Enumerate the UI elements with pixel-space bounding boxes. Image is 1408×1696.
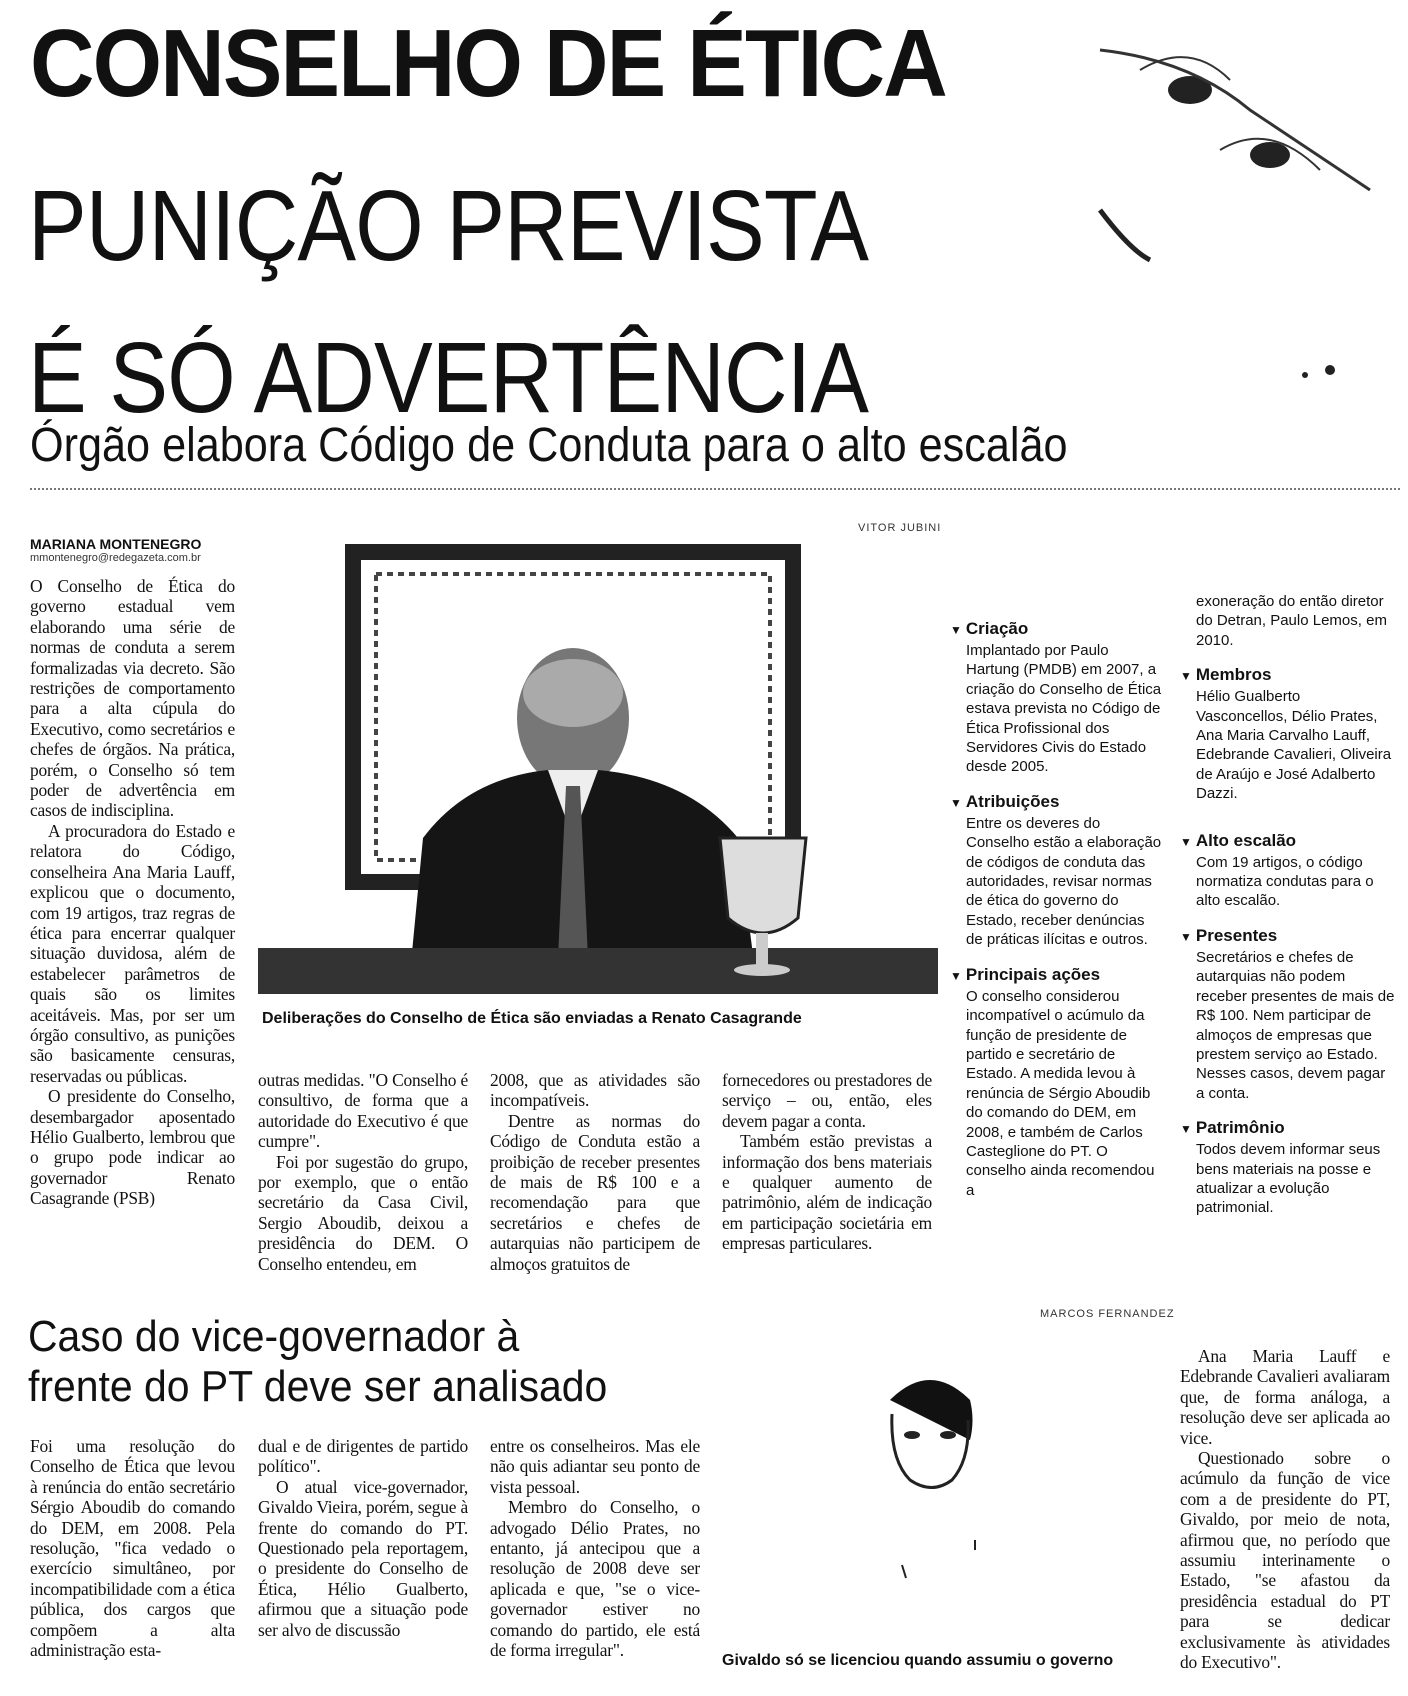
article2-col1: [30, 1436, 235, 1660]
photo2-image: [720, 1330, 1160, 1646]
sidebar-section-criacao: [950, 618, 1165, 777]
sidebar-title: Patrimônio: [1195, 1118, 1285, 1138]
sidebar-title: Criação: [965, 619, 1029, 638]
headline-line-1: PUNIÇÃO PREVISTA: [28, 170, 869, 282]
sidebar-section-acoes: [950, 964, 1165, 1200]
sidebar-title: Alto escalão: [1195, 830, 1297, 850]
article1-col1-p3: O presidente do Conselho, desembargador aposentado Hélio Gualberto, lembrou que o grupo pode indicar ao governador Renato Casagrande (PSB): [30, 1086, 235, 1209]
sidebar-title: Membros: [1195, 665, 1272, 685]
triangle-icon: ▼: [950, 968, 962, 983]
article1-col4-p1: fornecedores ou prestadores de serviço – ou, então, eles devem pagar a conta.: [722, 1070, 932, 1131]
article2-col2: [258, 1436, 468, 1640]
sidebar-body: Hélio Gualberto Vasconcellos, Délio Prates, Ana Maria Carvalho Lauff, Edebrande Cavalieri, Oliveira de Araújo e José Adalberto Dazzi.: [1196, 688, 1392, 803]
triangle-icon: ▼: [1180, 929, 1192, 944]
headline: [28, 150, 978, 454]
sidebar-section-membros: [1180, 664, 1395, 803]
sidebar-title: Principais ações: [965, 964, 1101, 984]
header-divider: [30, 488, 1400, 490]
article1-col4-p2: Também estão previstas a informação dos bens materiais e qualquer aumento de patrimônio, além de indicação em participação societária em empresas particulares.: [722, 1131, 932, 1254]
sidebar-body: Com 19 artigos, o código normatiza condutas para o alto escalão.: [1196, 853, 1374, 910]
byline-author: MARIANA MONTENEGRO: [30, 536, 202, 552]
portrait-sketch: [1080, 40, 1400, 420]
article1-col1: [30, 576, 235, 1209]
sidebar-body: Todos devem informar seus bens materiais na posse e atualizar a evolução patrimonial.: [1196, 1141, 1381, 1217]
triangle-icon: ▼: [950, 795, 962, 810]
triangle-icon: ▼: [1180, 834, 1192, 849]
photo1: [258, 538, 938, 994]
sidebar-title: Atribuições: [965, 791, 1060, 811]
sidebar-body: O conselho considerou incompatível o acúmulo da função de presidente de partido e secretário de Estado. A medida levou à renúncia de Sérgio Aboudib do comando do DEM, em 2008, e também de Carlos Casteglione do PT. O conselho ainda recomendou a: [966, 987, 1155, 1199]
headline-line-2: É SÓ ADVERTÊNCIA: [28, 322, 869, 434]
byline-email: mmontenegro@redegazeta.com.br: [30, 552, 201, 564]
article1-col2-p2: Foi por sugestão do grupo, por exemplo, que o então secretário da Casa Civil, Sergio Aboudib, deixou a presidência do DEM. O Conselho entendeu, em: [258, 1151, 468, 1274]
byline: [30, 536, 240, 564]
photo1-credit: VITOR JUBINI: [858, 522, 942, 534]
article1-col1-p2: A procuradora do Estado e relatora do Código, conselheira Ana Maria Lauff, explicou que o documento, com 19 artigos, traz regras de ética para encerrar qualquer situação duvidosa, além de estabelecer parâmetros de quais são os limites aceitáveis. Mas, por ser um órgão consultivo, as punições são basicamente censuras, reservadas ou públicas.: [30, 820, 235, 1086]
article1-col2-p1: outras medidas. "O Conselho é consultivo, de forma que a autoridade do Executivo é que cumpre".: [258, 1070, 468, 1152]
article2-col2-p1: dual e de dirigentes de partido político".: [258, 1436, 468, 1477]
sidebar-body: Entre os deveres do Conselho estão a elaboração de códigos de conduta das autoridades, revisar normas de ética do governo do Estado, receber denúncias de práticas ilícitas e outros.: [966, 814, 1162, 949]
article2-col3-p1: entre os conselheiros. Mas ele não quis adiantar seu ponto de vista pessoal.: [490, 1436, 700, 1497]
article1-col2: [258, 1070, 468, 1274]
sidebar-body: Implantado por Paulo Hartung (PMDB) em 2007, a criação do Conselho de Ética estava prevista no Código de Ética Profissional dos Servidores Civis do Estado desde 2005.: [966, 642, 1162, 776]
article2-col4-p2: Questionado sobre o acúmulo da função de vice com a de presidente do PT, Givaldo, por meio de nota, afirmou que, no período que assumiu interinamente o Estado, "se afastou da presidência estadual do PT para se dedicar exclusivamente às atividades do Executivo".: [1180, 1448, 1390, 1673]
photo2: [720, 1330, 1160, 1646]
triangle-icon: ▼: [1180, 1122, 1192, 1137]
sidebar-section-alto-escalao: [1180, 830, 1395, 911]
article2-col2-p2: O atual vice-governador, Givaldo Vieira, porém, segue à frente do comando do PT. Questionado pela reportagem, o presidente do Conselho de Ética, Hélio Gualberto, afirmou que a situação pode ser alvo de discussão: [258, 1476, 468, 1640]
photo1-image: [258, 538, 938, 994]
article2-col4-p1: Ana Maria Lauff e Edebrande Cavalieri avaliaram que, de forma análoga, a resolução deve ser aplicada ao vice.: [1180, 1346, 1390, 1448]
article2-headline-line-2: frente do PT deve ser analisado: [28, 1362, 608, 1411]
article2-headline: [28, 1312, 679, 1412]
article1-col1-p1: O Conselho de Ética do governo estadual vem elaborando uma série de normas de conduta a serem formalizadas via decreto. São restrições de comportamento para a alta cúpula do Executivo, como secretários e chefes de órgãos. Na prática, porém, o Conselho só tem poder de advertência em casos de indisciplina.: [30, 576, 235, 821]
article2-col4: [1180, 1346, 1390, 1673]
article1-col4: [722, 1070, 932, 1254]
triangle-icon: ▼: [950, 623, 962, 637]
article2-col1-p1: Foi uma resolução do Conselho de Ética que levou à renúncia do então secretário Sérgio Aboudib do comando do DEM, em 2008. Pela resolução, "fica vedado o exercício simultâneo, por incompatibilidade com a ética pública, dos cargos que compõem a alta administração esta-: [30, 1436, 235, 1661]
triangle-icon: ▼: [1180, 669, 1192, 684]
article2-col3: [490, 1436, 700, 1660]
article2-col3-p2: Membro do Conselho, o advogado Délio Prates, no entanto, já antecipou que a resolução de 2008 deve ser aplicada e que, "se o vice-governador estiver no comando do partido, ele está de forma irregular".: [490, 1497, 700, 1661]
article2-headline-line-1: Caso do vice-governador à: [28, 1312, 520, 1361]
subhead: Órgão elabora Código de Conduta para o alto escalão: [30, 419, 1068, 472]
sidebar-continued: exoneração do então diretor do Detran, Paulo Lemos, em 2010.: [1196, 593, 1387, 649]
article1-col3-p1: 2008, que as atividades são incompatíveis.: [490, 1070, 700, 1111]
photo2-caption: Givaldo só se licenciou quando assumiu o governo: [722, 1652, 1114, 1669]
article1-col3-p2: Dentre as normas do Código de Conduta estão a proibição de receber presentes de mais de R$ 100 e a recomendação para que secretários e chefes de autarquias não participem de almoços gratuitos de: [490, 1110, 700, 1274]
sidebar-section-presentes: [1180, 925, 1395, 1103]
photo2-credit: MARCOS FERNANDEZ: [1040, 1308, 1175, 1320]
sidebar-title: Presentes: [1195, 925, 1278, 945]
article1-col3: [490, 1070, 700, 1274]
sidebar-right: [1180, 592, 1395, 1232]
sidebar-left: [950, 618, 1165, 1214]
kicker: CONSELHO DE ÉTICA: [30, 10, 946, 117]
sidebar-section-patrimonio: [1180, 1117, 1395, 1218]
sidebar-section-atribuicoes: [950, 791, 1165, 950]
sidebar-body: Secretários e chefes de autarquias não podem receber presentes de mais de R$ 100. Nem participar de almoços de empresas que prestem serviço ao Estado. Nesses casos, devem pagar a conta.: [1196, 948, 1395, 1102]
photo1-caption: Deliberações do Conselho de Ética são enviadas a Renato Casagrande: [262, 1010, 802, 1027]
